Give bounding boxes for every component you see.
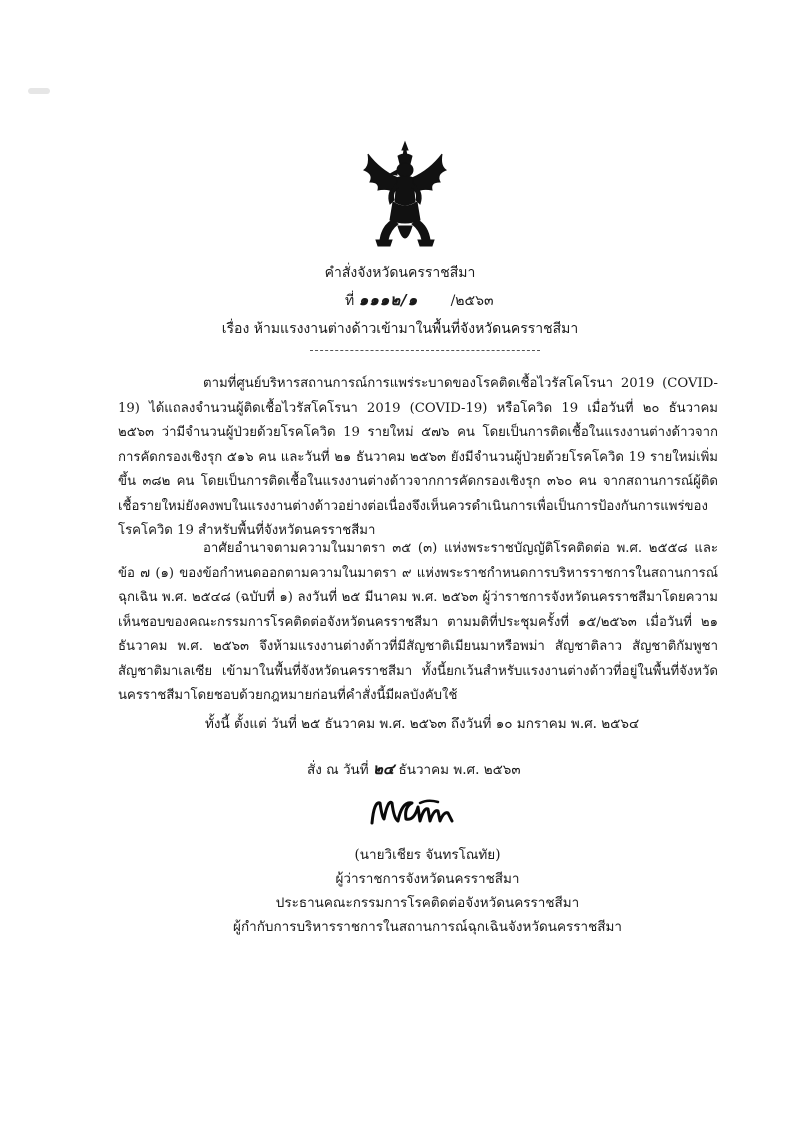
- document-number-handwritten: ๑๑๑๒/๑: [358, 291, 419, 309]
- signer-position-emergency-supervisor: ผู้กำกับการบริหารราชการในสถานการณ์ฉุกเฉินจังหวัดนครราชสีมา: [233, 919, 622, 935]
- ordered-date-suffix: ธันวาคม พ.ศ. ๒๕๖๓: [398, 762, 521, 778]
- ordered-date-prefix: สั่ง ณ วันที่: [307, 762, 369, 778]
- separator-line: [310, 350, 540, 351]
- document-number: [345, 288, 494, 312]
- handwritten-signature: [368, 793, 468, 833]
- document-subject: เรื่อง ห้ามแรงงานต่างด้าวเข้ามาในพื้นที่จังหวัดนครราชสีมา: [221, 321, 579, 337]
- scan-artifact: [28, 88, 50, 94]
- body-paragraph-2: อาศัยอำนาจตามความในมาตรา ๓๕ (๓) แห่งพระราชบัญญัติโรคติดต่อ พ.ศ. ๒๕๕๘ และข้อ ๗ (๑) ของข้อกำหนดออกตามความในมาตรา ๙ แห่งพระราชกำหนดการบริหารราชการในสถานการณ์ฉุกเฉิน พ.ศ. ๒๕๔๘ (ฉบับที่ ๑) ลงวันที่ ๒๕ มีนาคม พ.ศ. ๒๕๖๓ ผู้ว่าราชการจังหวัดนครราชสีมาโดยความเห็นชอบของคณะกรรมการโรคติดต่อจังหวัดนครราชสีมา ตามมติที่ประชุมครั้งที่ ๑๕/๒๕๖๓ เมื่อวันที่ ๒๑ ธันวาคม พ.ศ. ๒๕๖๓ จึงห้ามแรงงานต่างด้าวที่มีสัญชาติเมียนมาหรือพม่า สัญชาติลาว สัญชาติกัมพูชา สัญชาติมาเลเซีย เข้ามาในพื้นที่จังหวัดนครราชสีมา ทั้งนี้ยกเว้นสำหรับแรงงานต่างด้าวที่อยู่ในพื้นที่จังหวัดนครราชสีมาโดยชอบด้วยกฎหมายก่อนที่คำสั่งนี้มีผลบังคับใช้: [118, 541, 718, 703]
- ordered-date: [307, 757, 521, 781]
- document-number-prefix: ที่: [345, 293, 355, 309]
- signature-block: [0, 843, 800, 939]
- effective-period: ทั้งนี้ ตั้งแต่ วันที่ ๒๕ ธันวาคม พ.ศ. ๒๕๖๓ ถึงวันที่ ๑๐ มกราคม พ.ศ. ๒๕๖๔: [205, 716, 640, 732]
- signer-position-committee-chair: ประธานคณะกรรมการโรคติดต่อจังหวัดนครราชสีมา: [275, 895, 580, 911]
- signer-name: (นายวิเชียร จันทรโณทัย): [354, 847, 501, 863]
- signer-position-governor: ผู้ว่าราชการจังหวัดนครราชสีมา: [335, 871, 520, 887]
- document-title: คำสั่งจังหวัดนครราชสีมา: [324, 265, 476, 281]
- document-number-year: /๒๕๖๓: [450, 293, 494, 309]
- ordered-day-handwritten: ๒๔: [372, 760, 395, 778]
- garuda-emblem-icon: [360, 140, 450, 255]
- body-paragraph-1: ตามที่ศูนย์บริหารสถานการณ์การแพร่ระบาดของโรคติดเชื้อไวรัสโคโรนา 2019 (COVID-19) ได้แถลงจำนวนผู้ติดเชื้อไวรัสโคโรนา 2019 (COVID-19) หรือโควิด 19 เมื่อวันที่ ๒๐ ธันวาคม ๒๕๖๓ ว่ามีจำนวนผู้ป่วยด้วยโรคโควิด 19 รายใหม่ ๕๗๖ คน โดยเป็นการติดเชื้อในแรงงานต่างด้าวจากการคัดกรองเชิงรุก ๕๑๖ คน และวันที่ ๒๑ ธันวาคม ๒๕๖๓ ยังมีจำนวนผู้ป่วยด้วยโรคโควิด 19 รายใหม่เพิ่มขึ้น ๓๘๒ คน โดยเป็นการติดเชื้อในแรงงานต่างด้าวจากการคัดกรองเชิงรุก ๓๖๐ คน จากสถานการณ์ผู้ติดเชื้อรายใหม่ยังคงพบในแรงงานต่างด้าวอย่างต่อเนื่องจึงเห็นควรดำเนินการเพื่อเป็นการป้องกันการแพร่ของโรคโควิด 19 สำหรับพื้นที่จังหวัดนครราชสีมา: [118, 376, 718, 538]
